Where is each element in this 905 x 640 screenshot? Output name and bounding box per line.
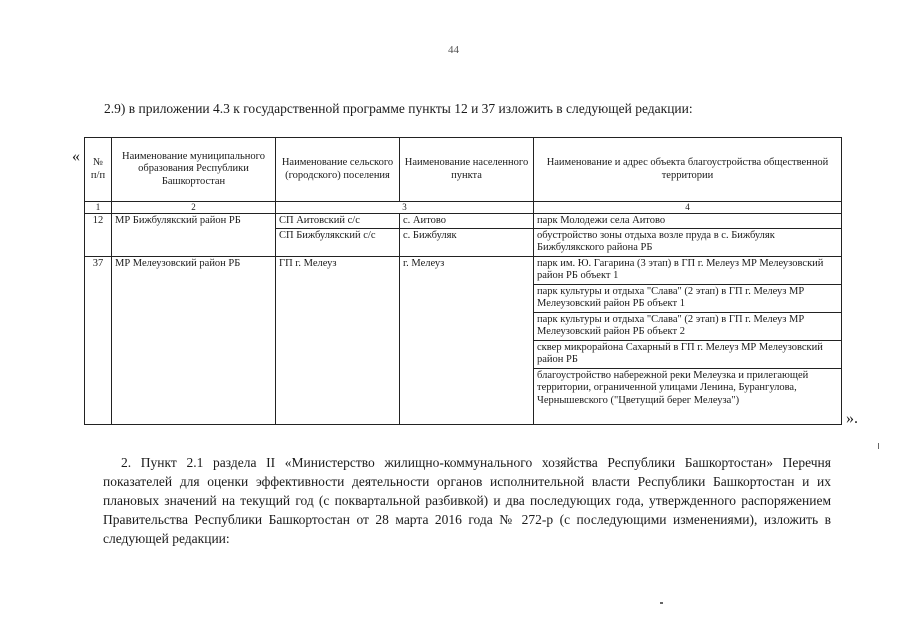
row-locality: с. Бижбуляк (400, 228, 534, 256)
header-locality: Наименование населенного пункта (400, 138, 534, 202)
scan-speck (878, 443, 879, 449)
page-number: 44 (448, 44, 459, 56)
row-object: благоустройство набережной реки Мелеузка и прилегающей территории, ограниченной улицами Ленина, Бурангулова, Чернышевского ("Цветущий берег Мелеуза") (534, 368, 842, 424)
column-number-row (85, 202, 842, 214)
row-number: 12 (85, 213, 112, 256)
row-object: парк культуры и отдыха "Слава" (2 этап) в ГП г. Мелеуз МР Мелеузовский район РБ объект 1 (534, 284, 842, 312)
row-object: сквер микрорайона Сахарный в ГП г. Мелеуз МР Мелеузовский район РБ (534, 340, 842, 368)
table-row (85, 256, 842, 284)
header-settlement: Наименование сельского (городского) поселения (276, 138, 400, 202)
row-settlement: ГП г. Мелеуз (276, 256, 400, 424)
quote-open: « (72, 148, 80, 165)
col-num-3: 3 (276, 202, 534, 214)
row-object: обустройство зоны отдыха возле пруда в с. Бижбуляк Бижбулякского района РБ (534, 228, 842, 256)
row-object: парк Молодежи села Аитово (534, 213, 842, 228)
paragraph-2: 2. Пункт 2.1 раздела II «Министерство жилищно-коммунального хозяйства Республики Башкортостан» Перечня показателей для оценки эффективности деятельности органов исполнительной власти Республики Башкортостан и их плановых значений на текущий год (с поквартальной разбивкой) и два последующих года, утвержденного распоряжением Правительства Республики Башкортостан от 28 марта 2016 года № 272-р (с последующими изменениями), изложить в следующей редакции: (103, 455, 831, 546)
intro-line: 2.9) в приложении 4.3 к государственной программе пункты 12 и 37 изложить в следующей редакции: (104, 101, 693, 116)
row-number: 37 (85, 256, 112, 424)
row-district: МР Бижбулякский район РБ (112, 213, 276, 256)
header-object: Наименование и адрес объекта благоустройства общественной территории (534, 138, 842, 202)
quote-close: ». (846, 410, 858, 427)
row-locality: г. Мелеуз (400, 256, 534, 424)
row-locality: с. Аитово (400, 213, 534, 228)
row-district: МР Мелеузовский район РБ (112, 256, 276, 424)
header-number: № п/п (85, 138, 112, 202)
row-settlement: СП Бижбулякский с/с (276, 228, 400, 256)
row-settlement: СП Аитовский с/с (276, 213, 400, 228)
header-district: Наименование муниципального образования Республики Башкортостан (112, 138, 276, 202)
row-object: парк им. Ю. Гагарина (3 этап) в ГП г. Мелеуз МР Мелеузовский район РБ объект 1 (534, 256, 842, 284)
objects-table (84, 137, 842, 425)
col-num-4: 4 (534, 202, 842, 214)
row-object: парк культуры и отдыха "Слава" (2 этап) в ГП г. Мелеуз МР Мелеузовский район РБ объект 2 (534, 312, 842, 340)
scan-speck (660, 602, 663, 604)
col-num-2: 2 (112, 202, 276, 214)
table-row (85, 213, 842, 228)
col-num-1: 1 (85, 202, 112, 214)
table-header-row (85, 138, 842, 202)
